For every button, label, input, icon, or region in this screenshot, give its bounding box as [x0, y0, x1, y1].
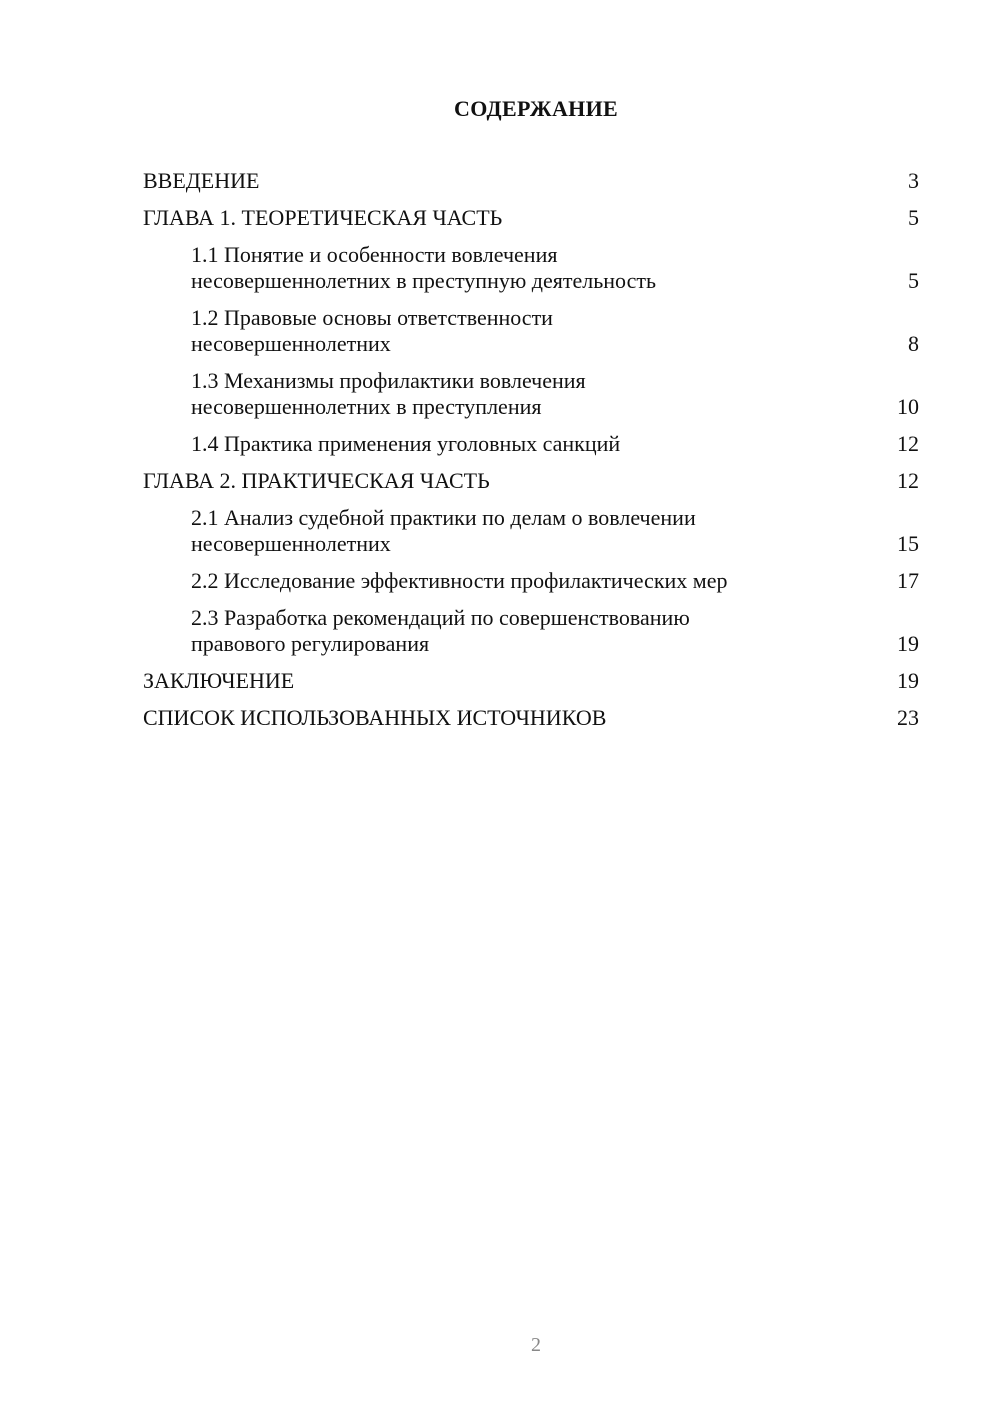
toc-entry-page: 3	[908, 168, 919, 193]
toc-entry-page: 23	[897, 705, 919, 730]
toc-entry-label-line: несовершеннолетних в преступную деятельность	[191, 268, 656, 293]
toc-entry-label	[191, 431, 889, 457]
toc-entry-page: 5	[908, 205, 919, 230]
toc-entry-label-line: ВВЕДЕНИЕ	[143, 168, 260, 193]
toc-entry-label	[143, 705, 889, 731]
toc-entry-label-line: несовершеннолетних	[191, 531, 391, 556]
toc-entry-page: 19	[897, 631, 919, 656]
table-of-contents	[143, 168, 919, 742]
toc-entry-label-line: СПИСОК ИСПОЛЬЗОВАННЫХ ИСТОЧНИКОВ	[143, 705, 607, 730]
toc-entry-label	[143, 668, 889, 694]
toc-entry-label-line: ГЛАВА 1. ТЕОРЕТИЧЕСКАЯ ЧАСТЬ	[143, 205, 503, 230]
toc-entry-label	[191, 605, 889, 657]
toc-section-entry[interactable]	[143, 605, 919, 657]
toc-entry-label-line: правового регулирования	[191, 631, 430, 656]
toc-entry-page: 17	[897, 568, 919, 593]
page-number: 2	[531, 1334, 541, 1356]
toc-entry-label-line: 1.2 Правовые основы ответственности	[191, 305, 553, 330]
toc-entry-label	[191, 568, 889, 594]
toc-entry-label-line: ГЛАВА 2. ПРАКТИЧЕСКАЯ ЧАСТЬ	[143, 468, 490, 493]
toc-entry-page: 19	[897, 668, 919, 693]
toc-section-entry[interactable]	[143, 568, 919, 594]
toc-entry-label-line: 2.2 Исследование эффективности профилактических мер	[191, 568, 728, 593]
toc-entry-label-line: 1.4 Практика применения уголовных санкций	[191, 431, 621, 456]
toc-entry-label	[191, 305, 889, 357]
toc-chapter-entry[interactable]	[143, 705, 919, 731]
toc-entry-label-line: ЗАКЛЮЧЕНИЕ	[143, 668, 295, 693]
toc-entry-label-line: 1.3 Механизмы профилактики вовлечения	[191, 368, 586, 393]
toc-section-entry[interactable]	[143, 305, 919, 357]
toc-section-entry[interactable]	[143, 505, 919, 557]
toc-entry-label	[191, 505, 889, 557]
toc-entry-label-line: 1.1 Понятие и особенности вовлечения	[191, 242, 558, 267]
toc-section-entry[interactable]	[143, 368, 919, 420]
toc-entry-label	[143, 168, 889, 194]
toc-section-entry[interactable]	[143, 242, 919, 294]
toc-entry-label-line: 2.1 Анализ судебной практики по делам о вовлечении	[191, 505, 696, 530]
toc-entry-page: 5	[908, 268, 919, 293]
toc-chapter-entry[interactable]	[143, 668, 919, 694]
toc-entry-label-line: несовершеннолетних в преступления	[191, 394, 542, 419]
toc-entry-label	[191, 242, 889, 294]
toc-entry-page: 8	[908, 331, 919, 356]
page-title: СОДЕРЖАНИЕ	[454, 96, 618, 121]
toc-chapter-entry[interactable]	[143, 468, 919, 494]
toc-entry-page: 10	[897, 394, 919, 419]
toc-entry-label	[143, 205, 889, 231]
toc-chapter-entry[interactable]	[143, 168, 919, 194]
toc-section-entry[interactable]	[143, 431, 919, 457]
toc-entry-label	[143, 468, 889, 494]
toc-entry-label-line: 2.3 Разработка рекомендаций по совершенствованию	[191, 605, 690, 630]
toc-entry-label-line: несовершеннолетних	[191, 331, 391, 356]
toc-entry-page: 12	[897, 431, 919, 456]
toc-chapter-entry[interactable]	[143, 205, 919, 231]
toc-entry-page: 12	[897, 468, 919, 493]
toc-entry-label	[191, 368, 889, 420]
toc-entry-page: 15	[897, 531, 919, 556]
